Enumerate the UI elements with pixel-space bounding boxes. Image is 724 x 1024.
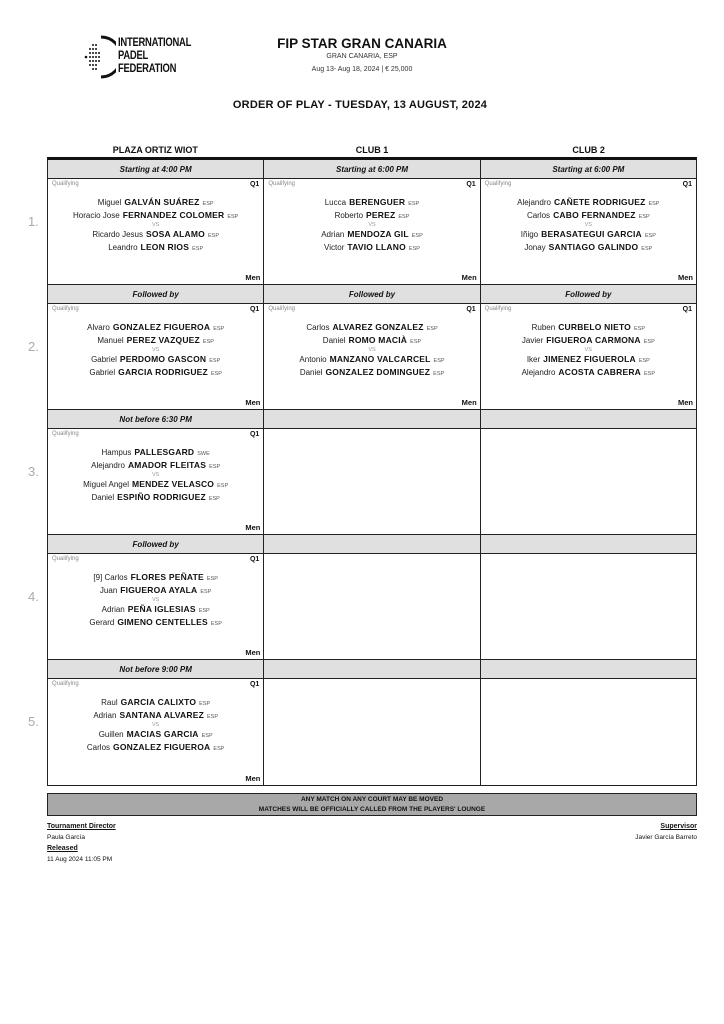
player-last-name: ROMO MACIÀ (348, 334, 408, 345)
logo-text (118, 37, 191, 76)
player-nationality: ESP (408, 245, 420, 252)
player-last-name: PERDOMO GASCON (119, 354, 207, 365)
player (48, 228, 263, 241)
match-row (48, 554, 696, 660)
match-card[interactable] (48, 304, 264, 410)
slot-time-row (48, 535, 696, 554)
logo-line: FEDERATION (118, 63, 177, 75)
slot-time (481, 410, 696, 429)
slot-time-row (48, 660, 696, 679)
match-type: Qualifying (52, 306, 79, 312)
empty-match-cell (481, 679, 696, 785)
vs-label: VS (151, 221, 160, 228)
player-last-name: FLORES PEÑATE (130, 572, 204, 582)
player-first-name: Daniel (91, 492, 115, 502)
player (48, 366, 263, 379)
player-first-name: Raul (101, 698, 118, 707)
players (48, 696, 263, 754)
tournament-director (47, 823, 116, 863)
player-last-name: SANTANA ALVAREZ (119, 709, 204, 720)
players (481, 196, 696, 254)
player (264, 334, 479, 347)
slot-time: Not before 6:30 PM (48, 410, 264, 429)
player (264, 196, 479, 209)
slot-time: Followed by (264, 285, 480, 304)
player-first-name: Hampus (101, 448, 132, 457)
player-nationality: ESP (644, 370, 656, 377)
slot (48, 160, 696, 285)
player-nationality: ESP (210, 370, 222, 377)
player (264, 228, 479, 241)
player-nationality: ESP (398, 213, 410, 220)
slot (48, 410, 696, 535)
player-nationality: ESP (213, 745, 225, 752)
slot-time-row (48, 285, 696, 304)
player-first-name: Horacio Jose (73, 210, 120, 220)
player (48, 459, 263, 472)
match-round: Q1 (249, 306, 260, 313)
empty-match-cell (481, 429, 696, 535)
player-nationality: ESP (201, 733, 213, 740)
match-row (48, 429, 696, 535)
player-first-name: Victor (324, 242, 345, 252)
player (48, 321, 263, 334)
empty-match-cell (264, 554, 480, 660)
player-nationality: ESP (408, 201, 420, 207)
director-name: Paula García (47, 834, 85, 841)
match-category: Men (245, 523, 261, 532)
players (264, 321, 479, 379)
player-last-name: SOSA ALAMO (146, 229, 205, 240)
court-name: CLUB 1 (355, 145, 389, 155)
match-type: Qualifying (52, 431, 79, 437)
player-first-name: [9] Carlos (93, 573, 128, 582)
match-type: Qualifying (268, 181, 296, 187)
order-of-play-title: ORDER OF PLAY - TUESDAY, 13 AUGUST, 2024 (232, 99, 488, 111)
vs-label: VS (584, 221, 592, 228)
match-card[interactable] (48, 679, 264, 785)
player (48, 603, 263, 616)
match-type: Qualifying (52, 181, 79, 187)
match-type: Qualifying (52, 556, 79, 562)
player (48, 584, 263, 597)
player (481, 196, 696, 209)
player-nationality: ESP (426, 326, 438, 332)
player-nationality: ESP (208, 495, 220, 502)
padel-ball-icon (82, 34, 116, 80)
player (48, 446, 263, 459)
match-card[interactable] (264, 304, 480, 410)
player-first-name: Gabriel (91, 355, 117, 365)
player-last-name: AMADOR FLEITAS (127, 459, 207, 470)
player (264, 321, 479, 334)
player-first-name: Gerard (89, 617, 115, 627)
player (481, 228, 696, 241)
player-last-name: JIMENEZ FIGUEROLA (543, 354, 636, 365)
match-category: Men (677, 398, 693, 407)
player-nationality: ESP (202, 201, 214, 207)
slot-time: Not before 9:00 PM (48, 660, 264, 679)
player-first-name: Miguel (97, 198, 122, 207)
player-first-name: Leandro (108, 242, 138, 252)
vs-label: VS (151, 721, 160, 728)
player-nationality: ESP (206, 713, 218, 720)
player (481, 321, 696, 334)
fip-logo (82, 34, 194, 80)
match-round: Q1 (249, 181, 260, 188)
player (481, 353, 696, 366)
player (48, 241, 263, 254)
player-nationality: ESP (227, 213, 239, 220)
court-headers (47, 145, 697, 155)
player-nationality: ESP (648, 201, 660, 207)
players (481, 321, 696, 379)
player (48, 728, 263, 741)
player-last-name: GIMENO CENTELLES (117, 616, 208, 627)
player-last-name: GALVÁN SUÁREZ (124, 197, 200, 207)
player (48, 334, 263, 347)
player-nationality: ESP (192, 245, 204, 252)
match-round: Q1 (466, 181, 476, 188)
player-nationality: ESP (198, 608, 210, 615)
logo-line: INTERNATIONAL (118, 37, 192, 49)
player (264, 209, 479, 222)
player-last-name: CABO FERNANDEZ (553, 209, 636, 220)
vs-label: VS (151, 346, 160, 353)
match-round: Q1 (249, 681, 260, 688)
player-nationality: ESP (210, 620, 222, 627)
player-first-name: Guillen (98, 730, 124, 740)
player-nationality: ESP (411, 233, 423, 240)
player-last-name: PEÑA IGLESIAS (127, 604, 196, 615)
player-first-name: Juan (99, 585, 118, 595)
player (48, 696, 263, 709)
player (48, 571, 263, 584)
player (48, 709, 263, 722)
player-first-name: Miguel Angel (83, 480, 129, 490)
slot-time-row (48, 160, 696, 179)
players (48, 446, 263, 504)
slot-time-row (48, 410, 696, 429)
player (264, 241, 479, 254)
tournament-dates-prize: Aug 13- Aug 18, 2024 | € 25,000 (311, 66, 413, 73)
slot (48, 285, 696, 410)
player (481, 241, 696, 254)
slot-time: Starting at 6:00 PM (264, 160, 480, 179)
slot-time (481, 660, 696, 679)
match-round: Q1 (682, 181, 692, 188)
player-nationality: ESP (213, 326, 225, 332)
player-first-name: Iñigo (520, 230, 539, 240)
player-first-name: Iker (526, 355, 541, 365)
players (48, 196, 263, 254)
player-last-name: CURBELO NIETO (558, 322, 631, 332)
players (48, 321, 263, 379)
slot-time (481, 535, 696, 554)
player-last-name: GONZALEZ DOMINGUEZ (325, 366, 431, 377)
player-last-name: ACOSTA CABRERA (558, 366, 642, 377)
tournament-title: FIP STAR GRAN CANARIA (277, 36, 447, 51)
order-of-play-grid (47, 157, 697, 786)
slot-time (264, 410, 480, 429)
match-card[interactable] (48, 554, 264, 660)
player-first-name: Jonay (524, 242, 546, 252)
players (48, 571, 263, 629)
player-first-name: Ricardo Jesus (92, 230, 143, 240)
player (481, 209, 696, 222)
empty-match-cell (481, 554, 696, 660)
player-last-name: ALVAREZ GONZALEZ (332, 322, 424, 332)
match-row (48, 304, 696, 410)
slot-number: 5. (28, 714, 39, 729)
supervisor (635, 823, 697, 841)
tournament-location: GRAN CANARIA, ESP (326, 53, 398, 60)
player-nationality: ESP (202, 338, 214, 345)
director-label: Tournament Director (47, 823, 116, 830)
slot-time: Followed by (48, 285, 264, 304)
player-nationality: ESP (641, 245, 653, 252)
player-last-name: MACIAS GARCIA (126, 729, 199, 740)
vs-label: VS (584, 346, 592, 353)
player-nationality: ESP (199, 701, 211, 707)
player-first-name: Ruben (531, 323, 556, 332)
player-last-name: LEON RIOS (140, 241, 190, 252)
slot-number: 4. (28, 589, 39, 604)
player (48, 491, 263, 504)
player-last-name: GONZALEZ FIGUEROA (113, 741, 211, 752)
player (481, 334, 696, 347)
supervisor-name: Javier García Barreto (635, 834, 697, 841)
slot-time: Starting at 6:00 PM (481, 160, 696, 179)
empty-match-cell (264, 679, 480, 785)
player-last-name: BERENGUER (349, 197, 406, 207)
player (481, 366, 696, 379)
player-last-name: MENDEZ VELASCO (131, 479, 215, 490)
supervisor-label: Supervisor (660, 823, 697, 830)
slot (48, 535, 696, 660)
player-first-name: Antonio (299, 355, 327, 365)
slot-time: Starting at 4:00 PM (48, 160, 264, 179)
player-last-name: PEREZ VAZQUEZ (126, 334, 200, 345)
player-nationality: ESP (643, 338, 655, 345)
players (264, 196, 479, 254)
player-last-name: GARCIA RODRIGUEZ (118, 366, 208, 377)
match-category: Men (245, 398, 261, 407)
empty-match-cell (264, 429, 480, 535)
player-nationality: ESP (634, 326, 646, 332)
player (48, 196, 263, 209)
player-first-name: Roberto (334, 210, 364, 220)
match-type: Qualifying (484, 181, 512, 187)
player (48, 616, 263, 629)
player-first-name: Alejandro (521, 367, 556, 377)
player-first-name: Carlos (526, 210, 551, 220)
court-name: PLAZA ORTIZ WIOT (112, 145, 198, 155)
player-last-name: FIGUEROA CARMONA (546, 334, 641, 345)
player-nationality: ESP (433, 370, 445, 377)
match-card[interactable] (481, 304, 696, 410)
player-first-name: Carlos (306, 323, 330, 332)
match-card[interactable] (48, 429, 264, 535)
player-last-name: FIGUEROA AYALA (120, 584, 198, 595)
match-type: Qualifying (484, 306, 512, 312)
vs-label: VS (151, 596, 160, 603)
player-nationality: ESP (207, 233, 219, 240)
logo-line: PADEL (118, 50, 149, 62)
slot-number: 3. (28, 464, 39, 479)
player-first-name: Adrian (93, 710, 117, 720)
player-first-name: Javier (521, 335, 544, 345)
player (264, 366, 479, 379)
player-nationality: ESP (206, 576, 218, 582)
match-category: Men (245, 648, 261, 657)
player-last-name: SANTIAGO GALINDO (548, 241, 639, 252)
player-nationality: ESP (209, 463, 221, 470)
player-last-name: PALLESGARD (134, 447, 195, 457)
player-nationality: ESP (209, 358, 221, 365)
player-nationality: ESP (410, 338, 422, 345)
notice-line: MATCHES WILL BE OFFICIALLY CALLED FROM THE PLAYERS' LOUNGE (258, 806, 486, 813)
player (48, 478, 263, 491)
player-nationality: ESP (644, 233, 656, 240)
player-last-name: MENDOZA GIL (347, 229, 409, 240)
match-type: Qualifying (268, 306, 296, 312)
player-last-name: FERNANDEZ COLOMER (122, 209, 225, 220)
match-category: Men (245, 273, 261, 282)
player-first-name: Lucca (324, 198, 347, 207)
player-first-name: Manuel (97, 335, 124, 345)
vs-label: VS (368, 221, 376, 228)
player-first-name: Alejandro (517, 198, 551, 207)
vs-label: VS (368, 346, 376, 353)
released-label: Released (47, 845, 78, 852)
player-nationality: ESP (217, 483, 229, 490)
slot-time: Followed by (481, 285, 696, 304)
slot-time (264, 660, 480, 679)
match-round: Q1 (682, 306, 692, 313)
slot-time: Followed by (48, 535, 264, 554)
player-last-name: ESPIÑO RODRIGUEZ (117, 491, 206, 502)
player-last-name: BERASATEGUI GARCIA (541, 229, 642, 240)
court-name: CLUB 2 (572, 145, 605, 155)
player-last-name: TAVIO LLANO (347, 241, 406, 252)
player-last-name: MANZANO VALCARCEL (329, 354, 431, 365)
player-first-name: Daniel (322, 335, 346, 345)
match-category: Men (461, 398, 477, 407)
released-value: 11 Aug 2024 11:05 PM (47, 856, 113, 863)
match-card[interactable] (264, 179, 480, 285)
player-last-name: CAÑETE RODRIGUEZ (553, 197, 646, 207)
match-row (48, 679, 696, 785)
player-nationality: ESP (638, 358, 650, 365)
match-card[interactable] (481, 179, 696, 285)
slot-time (264, 535, 480, 554)
match-category: Men (677, 273, 693, 282)
player-first-name: Carlos (86, 742, 111, 752)
player-first-name: Alejandro (91, 460, 125, 470)
notice-line: ANY MATCH ON ANY COURT MAY BE MOVED (300, 796, 444, 803)
slot (48, 660, 696, 785)
player-last-name: GONZALEZ FIGUEROA (112, 322, 211, 332)
player-nationality: ESP (433, 358, 445, 365)
player (48, 741, 263, 754)
match-row (48, 179, 696, 285)
match-round: Q1 (466, 306, 476, 313)
player-first-name: Gabriel (89, 367, 116, 377)
player-first-name: Alvaro (87, 323, 110, 332)
match-round: Q1 (249, 556, 260, 563)
match-type: Qualifying (52, 681, 79, 687)
match-card[interactable] (48, 179, 264, 285)
match-category: Men (245, 774, 261, 783)
player-first-name: Daniel (299, 367, 323, 377)
slot-number: 1. (28, 214, 39, 229)
player-last-name: GARCIA CALIXTO (120, 697, 197, 707)
player-nationality: SWE (197, 451, 210, 457)
notice-banner (47, 793, 697, 816)
vs-label: VS (151, 471, 160, 478)
player-first-name: Adrian (321, 230, 345, 240)
player-last-name: PEREZ (366, 209, 396, 220)
player (264, 353, 479, 366)
player (48, 353, 263, 366)
slot-number: 2. (28, 339, 39, 354)
player-nationality: ESP (200, 588, 212, 595)
match-round: Q1 (249, 431, 260, 438)
match-category: Men (461, 273, 477, 282)
player-first-name: Adrian (101, 605, 125, 615)
player-nationality: ESP (638, 213, 650, 220)
player (48, 209, 263, 222)
